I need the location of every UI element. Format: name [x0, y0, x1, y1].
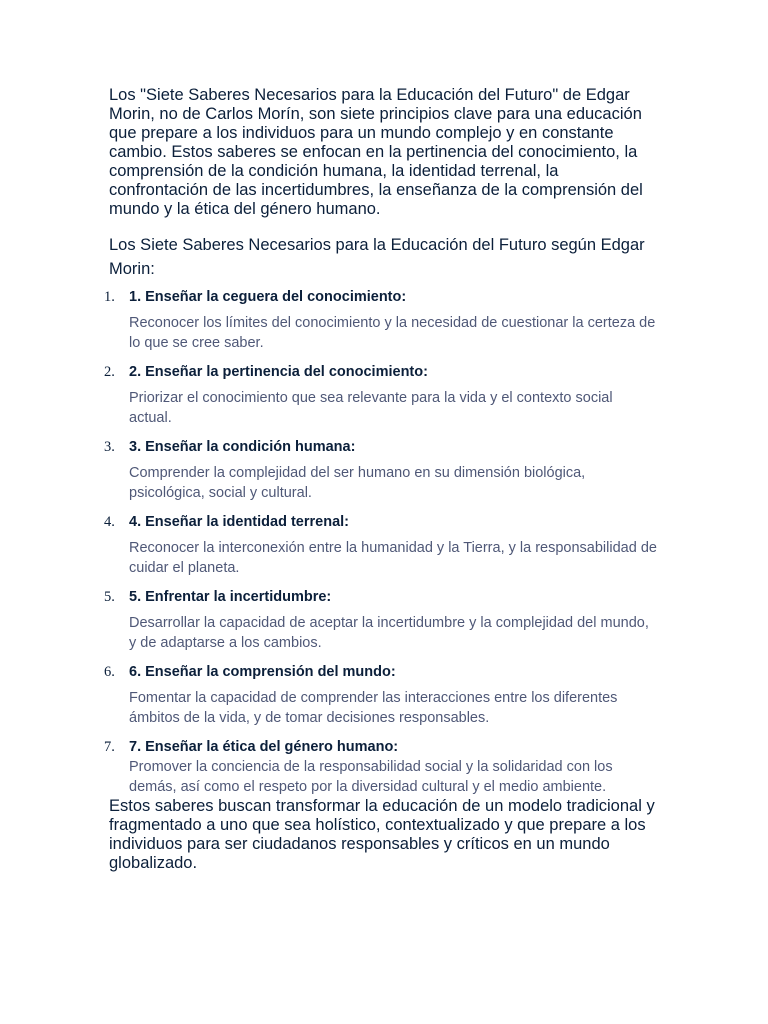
list-item-description: Reconocer los límites del conocimiento y la necesidad de cuestionar la certeza de lo que se cree saber. — [129, 315, 656, 351]
list-item-title: 3. Enseñar la condición humana: — [129, 439, 356, 455]
list-item-title: 4. Enseñar la identidad terrenal: — [129, 514, 349, 530]
list-item-number: 5. — [104, 589, 115, 605]
list-item — [104, 587, 659, 653]
list-item — [104, 362, 659, 428]
closing-paragraph: Estos saberes buscan transformar la educación de un modelo tradicional y fragmentado a uno que sea holístico, contextualizado y que prepare a los individuos para ser ciudadanos responsables y críticos en un mundo globalizado. — [109, 797, 655, 872]
list-item — [104, 737, 659, 797]
list-item-description: Desarrollar la capacidad de aceptar la incertidumbre y la complejidad del mundo, y de adaptarse a los cambios. — [129, 615, 649, 651]
list-item-title: 2. Enseñar la pertinencia del conocimiento: — [129, 364, 428, 380]
list-item-description: Fomentar la capacidad de comprender las interacciones entre los diferentes ámbitos de la vida, y de tomar decisiones responsables. — [129, 690, 618, 726]
list-item-description: Promover la conciencia de la responsabilidad social y la solidaridad con los demás, así como el respeto por la diversidad cultural y el medio ambiente. — [129, 759, 613, 795]
list-item-number: 6. — [104, 664, 115, 680]
section-heading: Los Siete Saberes Necesarios para la Educación del Futuro según Edgar Morin: — [109, 236, 645, 278]
list-item-number: 1. — [104, 289, 115, 305]
list-item-description: Priorizar el conocimiento que sea relevante para la vida y el contexto social actual. — [129, 390, 613, 426]
list-item-title: 1. Enseñar la ceguera del conocimiento: — [129, 289, 407, 305]
saberes-list — [104, 287, 659, 797]
list-item-description: Reconocer la interconexión entre la humanidad y la Tierra, y la responsabilidad de cuidar el planeta. — [129, 540, 657, 576]
intro-paragraph: Los "Siete Saberes Necesarios para la Educación del Futuro" de Edgar Morin, no de Carlos Morín, son siete principios clave para una educación que prepare a los individuos para un mundo complejo y en constante cambio. Estos saberes se enfocan en la pertinencia del conocimiento, la comprensión de la condición humana, la identidad terrenal, la confrontación de las incertidumbres, la enseñanza de la comprensión del mundo y la ética del género humano. — [109, 86, 643, 218]
document-page — [104, 86, 659, 873]
list-item — [104, 662, 659, 728]
list-item-number: 4. — [104, 514, 115, 530]
list-item-title: 5. Enfrentar la incertidumbre: — [129, 589, 332, 605]
list-item-title: 7. Enseñar la ética del género humano: — [129, 739, 399, 755]
list-item-title: 6. Enseñar la comprensión del mundo: — [129, 664, 396, 680]
list-item-description: Comprender la complejidad del ser humano en su dimensión biológica, psicológica, social y cultural. — [129, 465, 586, 501]
list-item-number: 7. — [104, 739, 115, 755]
list-item-number: 3. — [104, 439, 115, 455]
list-item — [104, 287, 659, 353]
list-item-number: 2. — [104, 364, 115, 380]
list-item — [104, 437, 659, 503]
list-item — [104, 512, 659, 578]
